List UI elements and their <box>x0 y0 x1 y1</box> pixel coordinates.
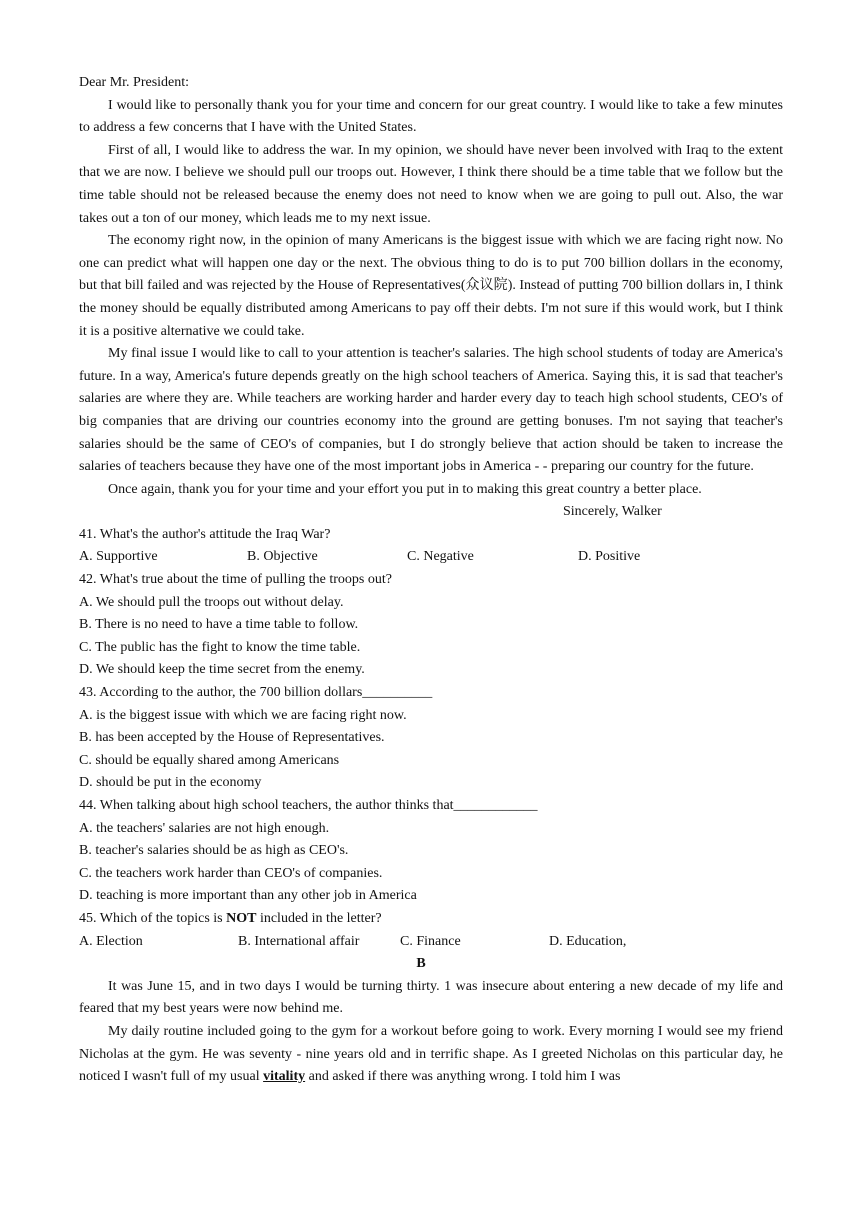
question-44-option-b[interactable]: B. teacher's salaries should be as high as CEO's. <box>79 843 349 859</box>
question-45-stem-bold: NOT <box>226 910 257 926</box>
question-44-option-d[interactable]: D. teaching is more important than any other job in America <box>79 888 417 904</box>
underlined-word-vitality: vitality <box>263 1069 306 1085</box>
section-b-paragraph-2 <box>79 1021 783 1089</box>
question-44-option-c[interactable]: C. the teachers work harder than CEO's of companies. <box>79 865 383 881</box>
question-43-option-d[interactable]: D. should be put in the economy <box>79 775 262 791</box>
question-44-stem: 44. When talking about high school teachers, the author thinks that____________ <box>79 798 538 813</box>
question-45-stem <box>79 908 783 931</box>
letter-paragraph-2: First of all, I would like to address the war. In my opinion, we should have never been involved with Iraq to the extent that we are now. I believe we should pull our troops out. However, I think there should be a time table that we follow but the time table should not be released because the enemy does not need to know when we are going to pull out. Also, the war takes out a ton of our money, which leads me to my next issue. <box>79 142 783 226</box>
question-43-stem: 43. According to the author, the 700 billion dollars__________ <box>79 685 433 701</box>
question-42-option-d[interactable]: D. We should keep the time secret from the enemy. <box>79 662 365 678</box>
section-b-paragraph-2-pre: My daily routine included going to the gym for a workout before going to work. Every morning I would see my friend Nicholas at the gym. He was seventy - nine years old and in terrific shape. As I greeted Nicholas on this particular day, he noticed I wasn't full of my usual <box>79 1023 783 1085</box>
question-45-option-b[interactable]: B. International affair <box>238 933 360 949</box>
question-41-options <box>79 546 783 569</box>
question-45-option-c[interactable]: C. Finance <box>400 933 461 949</box>
section-b-paragraph-2-post: and asked if there was anything wrong. I told him I was <box>305 1069 621 1085</box>
question-45-option-d[interactable]: D. Education, <box>549 933 627 949</box>
section-b-heading: B <box>416 956 426 972</box>
letter-paragraph-3: The economy right now, in the opinion of many Americans is the biggest issue with which we are facing right now. No one can predict what will happen one day or the next. The obvious thing to do is to put 700 billion dollars in the economy, but that bill failed and was rejected by the House of Representatives(众议院). Instead of putting 700 billion dollars in, I think the money should be equally distributed among Americans to pay off their debts. I'm not sure if this would work, but I think it is a positive alternative we could take. <box>79 233 783 339</box>
question-45-options <box>79 931 783 954</box>
question-44-option-a[interactable]: A. the teachers' salaries are not high enough. <box>79 820 330 836</box>
letter-salutation: Dear Mr. President: <box>79 75 190 90</box>
question-41-option-a[interactable]: A. Supportive <box>79 549 158 565</box>
question-42-option-c[interactable]: C. The public has the fight to know the time table. <box>79 639 361 655</box>
question-42-option-b[interactable]: B. There is no need to have a time table to follow. <box>79 617 359 633</box>
question-42-stem: 42. What's true about the time of pulling the troops out? <box>79 572 392 588</box>
question-45-stem-pre: 45. Which of the topics is <box>79 910 227 926</box>
question-43-option-c[interactable]: C. should be equally shared among Americans <box>79 752 340 768</box>
question-41-option-d[interactable]: D. Positive <box>578 549 641 565</box>
letter-paragraph-1: I would like to personally thank you for your time and concern for our great country. I would like to take a few minutes to address a few concerns that I have with the United States. <box>79 97 783 136</box>
question-43-option-b[interactable]: B. has been accepted by the House of Representatives. <box>79 730 385 746</box>
question-41-option-b[interactable]: B. Objective <box>247 549 318 565</box>
question-43-option-a[interactable]: A. is the biggest issue with which we are facing right now. <box>79 707 407 723</box>
question-41-stem: 41. What's the author's attitude the Iraq War? <box>79 526 331 542</box>
letter-paragraph-4: My final issue I would like to call to your attention is teacher's salaries. The high school students of today are America's future. In a way, America's future depends greatly on the high school teachers of America. Saying this, it is sad that teacher's salaries are where they are. While teachers are working harder and harder every day to teach high school students, CEO's of big companies that are driving our countries economy into the ground are getting bonuses. I'm not saying that teacher's salaries should be the same of CEO's of companies, but I do strongly believe that action should be taken to increase the salaries of teachers because they have one of the most important jobs in America - - preparing our country for the future. <box>79 346 783 475</box>
question-41-option-c[interactable]: C. Negative <box>407 549 474 565</box>
letter-signature: Sincerely, Walker <box>563 504 662 520</box>
question-45-stem-post: included in the letter? <box>256 910 382 926</box>
question-42-option-a[interactable]: A. We should pull the troops out without delay. <box>79 594 344 610</box>
document-page <box>79 72 783 1089</box>
letter-paragraph-5: Once again, thank you for your time and your effort you put in to making this great country a better place. <box>108 481 702 497</box>
section-b-paragraph-1: It was June 15, and in two days I would be turning thirty. 1 was insecure about entering a new decade of my life and feared that my best years were now behind me. <box>79 978 783 1017</box>
question-45-option-a[interactable]: A. Election <box>79 933 143 949</box>
